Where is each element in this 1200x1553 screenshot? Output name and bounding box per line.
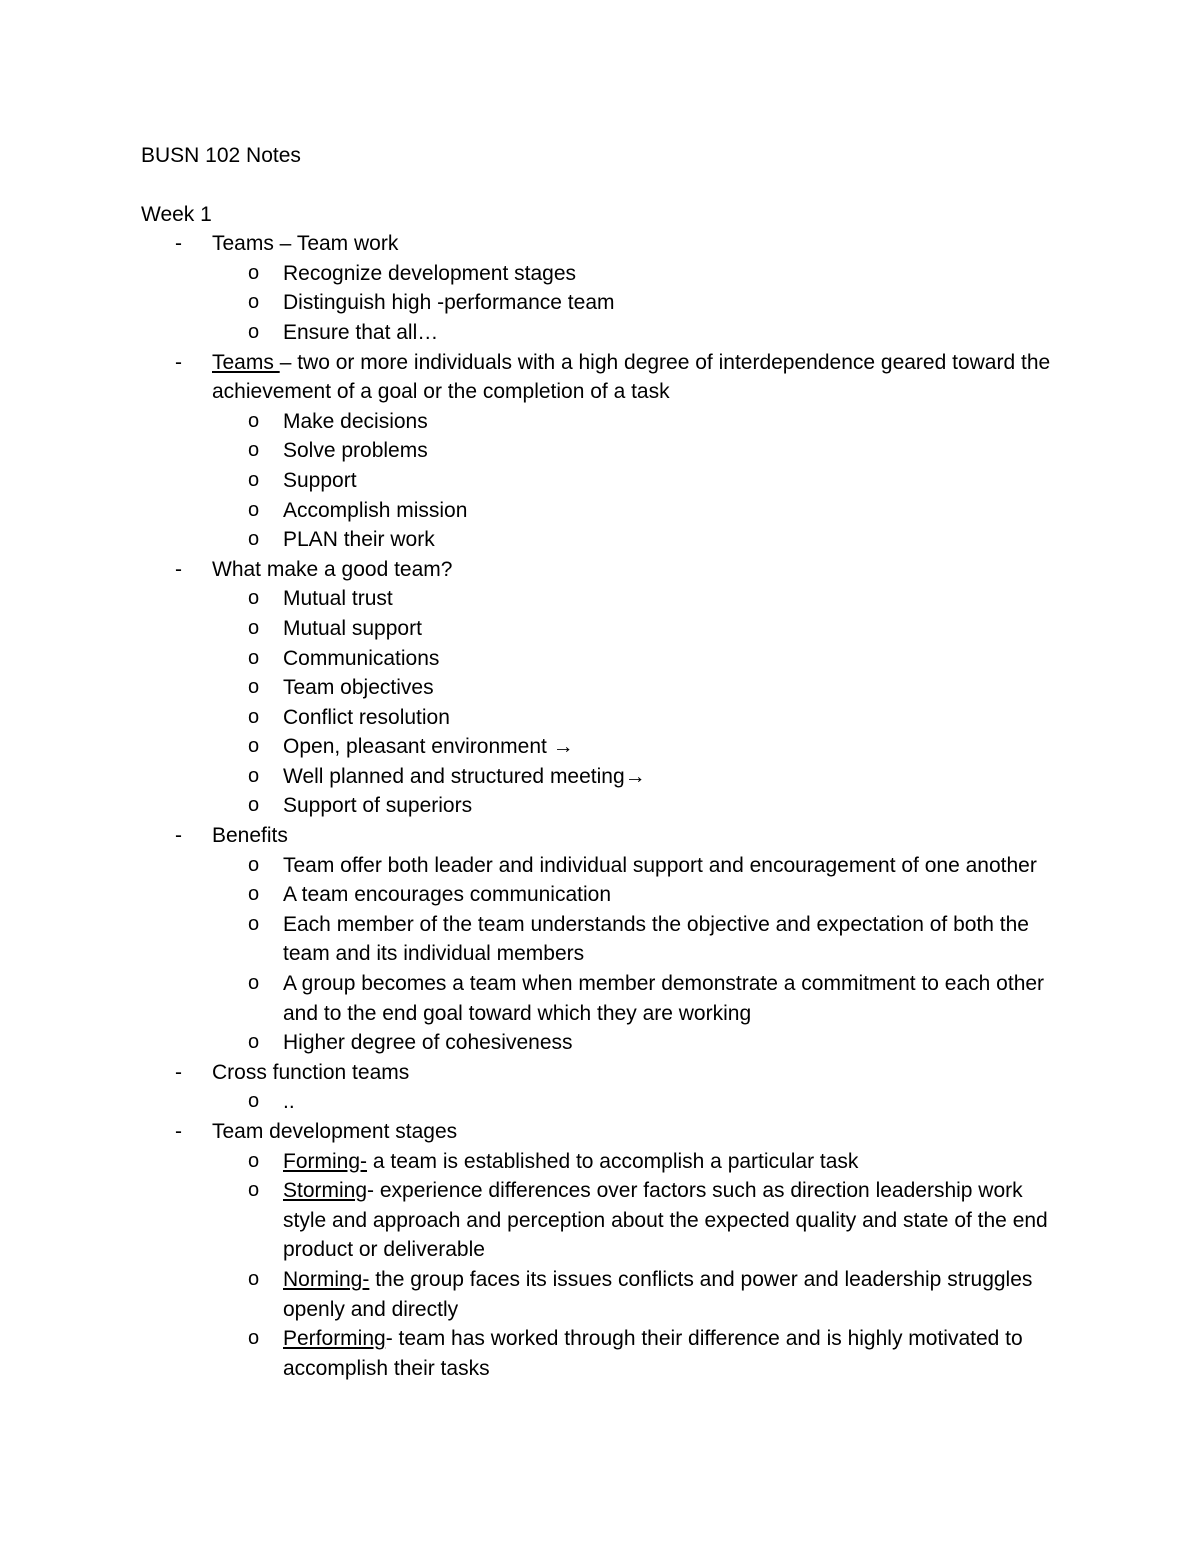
item-text: Team offer both leader and individual support and encouragement of one another xyxy=(283,853,1037,877)
item-text: Communications xyxy=(283,646,440,670)
item-text: a team is established to accomplish a particular task xyxy=(367,1149,859,1173)
circle-bullet: o xyxy=(248,853,260,876)
item-text: Cross function teams xyxy=(212,1060,410,1084)
item-text: Benefits xyxy=(212,824,288,848)
sub-list-item xyxy=(212,1324,1071,1383)
circle-bullet: o xyxy=(248,261,260,284)
circle-bullet: o xyxy=(248,1267,260,1290)
outline-item xyxy=(141,348,1071,555)
circle-bullet: o xyxy=(248,883,260,906)
item-text: – two or more individuals with a high degree of interdependence geared toward the achievement of a goal or the completion of a task xyxy=(212,350,1051,404)
sub-list-item xyxy=(212,614,1071,644)
item-text: Accomplish mission xyxy=(283,498,468,522)
sub-list-item xyxy=(212,466,1071,496)
outline-item xyxy=(141,229,1071,347)
item-text: Teams – Team work xyxy=(212,232,399,256)
item-text: Open, pleasant environment → xyxy=(283,735,574,759)
item-text: A team encourages communication xyxy=(283,883,612,907)
circle-bullet: o xyxy=(248,972,260,995)
sub-list xyxy=(212,1147,1071,1384)
item-text: What make a good team? xyxy=(212,557,453,581)
item-term: Forming- xyxy=(283,1149,368,1173)
item-text: Make decisions xyxy=(283,409,428,433)
circle-bullet: o xyxy=(248,764,260,787)
circle-bullet: o xyxy=(248,735,260,758)
sub-list-item xyxy=(212,1265,1071,1324)
sub-list-item xyxy=(212,259,1071,289)
circle-bullet: o xyxy=(248,587,260,610)
sub-list-item xyxy=(212,703,1071,733)
circle-bullet: o xyxy=(248,705,260,728)
item-text: Solve problems xyxy=(283,439,428,463)
sub-list-item xyxy=(212,762,1071,792)
circle-bullet: o xyxy=(248,1031,260,1054)
circle-bullet: o xyxy=(248,616,260,639)
dash-bullet: - xyxy=(175,824,182,848)
item-text: Ensure that all… xyxy=(283,320,439,344)
circle-bullet: o xyxy=(248,291,260,314)
document-body xyxy=(141,141,1071,1383)
document-title: BUSN 102 Notes xyxy=(141,144,301,167)
sub-list-item xyxy=(212,791,1071,821)
outline-item xyxy=(141,1058,1071,1117)
item-term: Performing xyxy=(283,1327,386,1351)
circle-bullet: o xyxy=(248,676,260,699)
circle-bullet: o xyxy=(248,528,260,551)
sub-list xyxy=(212,1087,1071,1117)
outline-item xyxy=(141,821,1071,1058)
sub-list-item xyxy=(212,1087,1071,1117)
dash-bullet: - xyxy=(175,557,182,581)
circle-bullet: o xyxy=(248,794,260,817)
circle-bullet: o xyxy=(248,409,260,432)
dash-bullet: - xyxy=(175,1120,182,1143)
sub-list-item xyxy=(212,436,1071,466)
item-term: Teams xyxy=(212,350,280,374)
item-text: Each member of the team understands the objective and expectation of both the team and its individual members xyxy=(283,912,1029,966)
dash-bullet: - xyxy=(175,350,182,374)
item-text: A group becomes a team when member demonstrate a commitment to each other and to the end goal toward which they are working xyxy=(283,972,1045,1025)
circle-bullet: o xyxy=(248,439,260,462)
item-text: Conflict resolution xyxy=(283,705,450,729)
item-text: .. xyxy=(283,1090,295,1114)
item-text: Support xyxy=(283,468,357,492)
sub-list-item xyxy=(212,673,1071,703)
sub-list-item xyxy=(212,732,1071,762)
sub-list-item xyxy=(212,1028,1071,1058)
item-text: Mutual support xyxy=(283,616,422,640)
sub-list-item xyxy=(212,969,1071,1028)
sub-list xyxy=(212,407,1071,555)
sub-list-item xyxy=(212,584,1071,614)
sub-list-item xyxy=(212,318,1071,348)
sub-list-item xyxy=(212,496,1071,526)
item-text: Team objectives xyxy=(283,676,434,700)
sub-list xyxy=(212,584,1071,821)
item-term: Norming- xyxy=(283,1267,370,1291)
circle-bullet: o xyxy=(248,1090,260,1113)
circle-bullet: o xyxy=(248,912,260,935)
dash-bullet: - xyxy=(175,1060,182,1084)
item-text: Well planned and structured meeting→ xyxy=(283,764,646,788)
circle-bullet: o xyxy=(248,468,260,491)
circle-bullet: o xyxy=(248,646,260,669)
item-text: - experience differences over factors such as direction leadership work style and approach and perception about the expected quality and state of the end product or deliverable xyxy=(283,1179,1048,1262)
outline-item xyxy=(141,1117,1071,1383)
sub-list-item xyxy=(212,288,1071,318)
sub-list xyxy=(212,851,1071,1058)
sub-list-item xyxy=(212,880,1071,910)
circle-bullet: o xyxy=(248,1327,260,1350)
sub-list-item xyxy=(212,525,1071,555)
sub-list-item xyxy=(212,851,1071,881)
sub-list xyxy=(212,259,1071,348)
circle-bullet: o xyxy=(248,1179,260,1202)
item-term: Storming xyxy=(283,1179,368,1203)
item-text: Recognize development stages xyxy=(283,261,577,285)
circle-bullet: o xyxy=(248,320,260,343)
item-text: Support of superiors xyxy=(283,794,473,818)
outline-item xyxy=(141,555,1071,821)
item-text: the group faces its issues conflicts and power and leadership struggles openly and directly xyxy=(283,1267,1033,1321)
item-text: Higher degree of cohesiveness xyxy=(283,1031,573,1055)
circle-bullet: o xyxy=(248,1149,260,1172)
item-text: - team has worked through their difference and is highly motivated to accomplish their tasks xyxy=(283,1327,1023,1380)
circle-bullet: o xyxy=(248,498,260,521)
sub-list-item xyxy=(212,644,1071,674)
sub-list-item xyxy=(212,1147,1071,1177)
item-text: Team development stages xyxy=(212,1120,458,1143)
week-heading: Week 1 xyxy=(141,202,212,226)
sub-list-item xyxy=(212,910,1071,969)
item-text: Distinguish high -performance team xyxy=(283,291,615,315)
dash-bullet: - xyxy=(175,232,182,256)
sub-list-item xyxy=(212,407,1071,437)
sub-list-item xyxy=(212,1176,1071,1265)
item-text: PLAN their work xyxy=(283,528,435,552)
section-list xyxy=(141,229,1071,1383)
item-text: Mutual trust xyxy=(283,587,393,611)
